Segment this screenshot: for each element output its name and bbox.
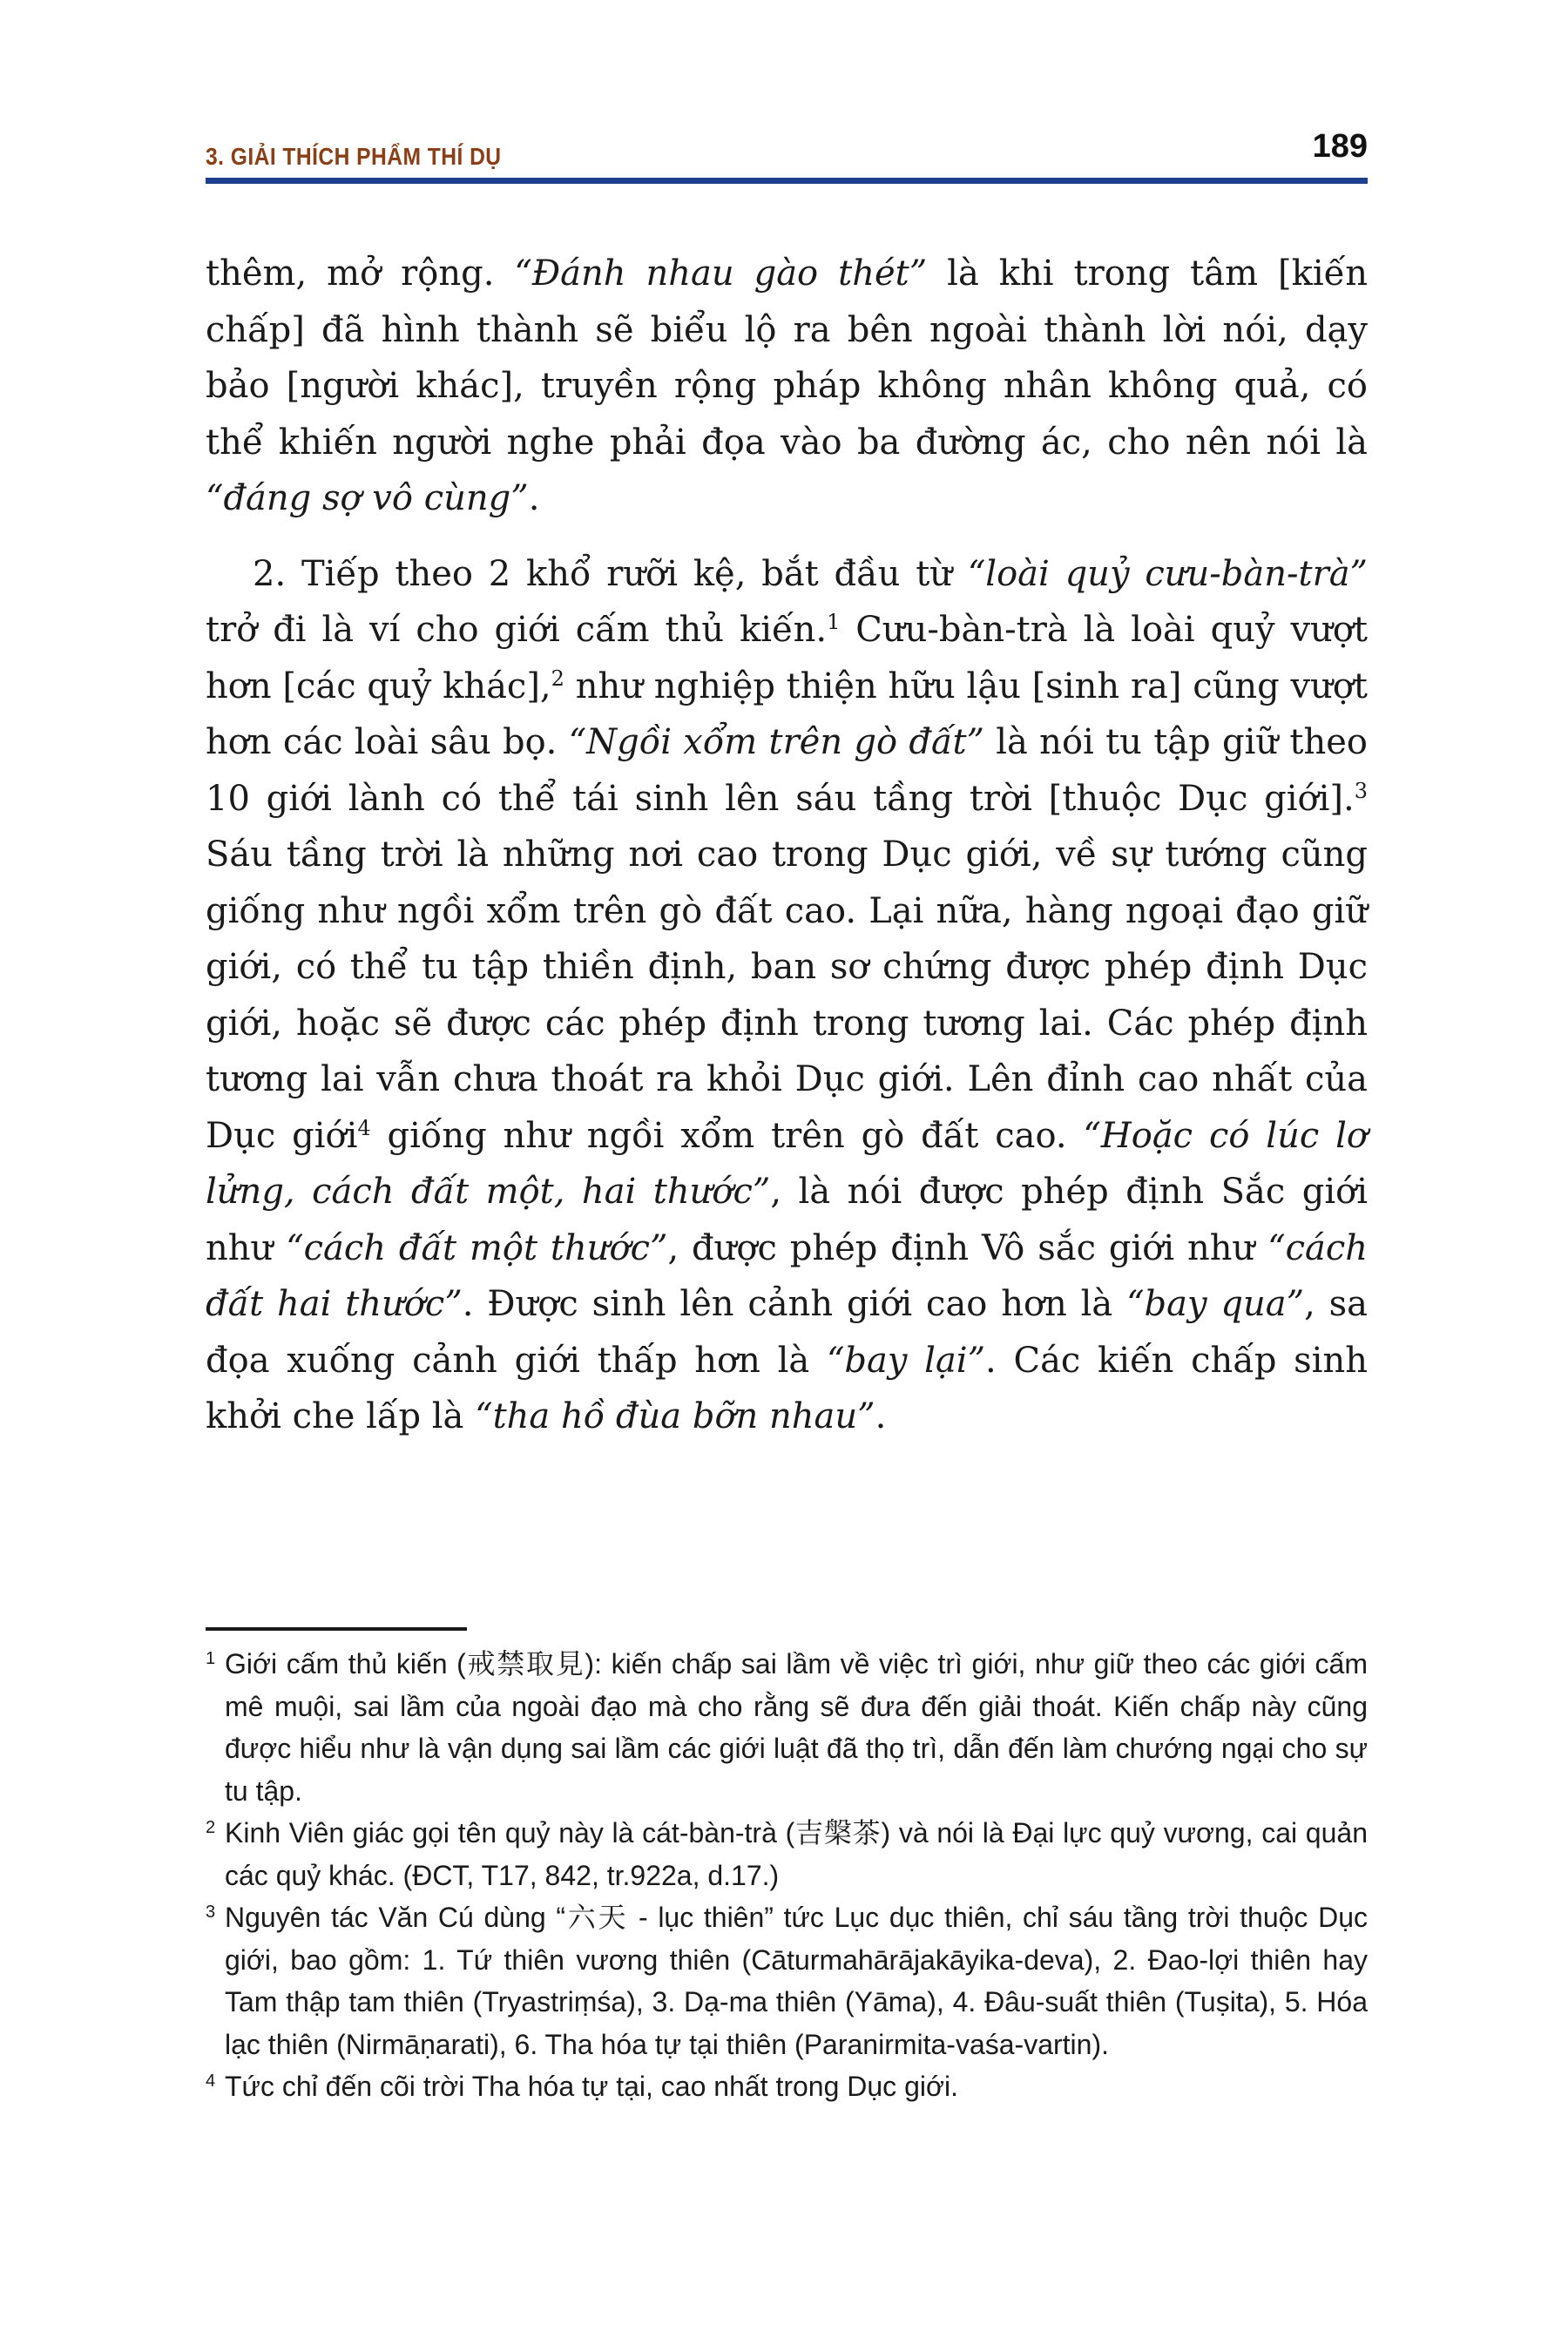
running-title: 3. GIẢI THÍCH PHẨM THÍ DỤ <box>206 143 502 170</box>
paragraph-1 <box>206 246 1368 527</box>
footnote-1 <box>206 1643 1368 1812</box>
paragraph-2 <box>206 546 1368 1445</box>
text-run: như nghiệp thiện hữu lậu [sinh ra] cũng vượt hơn các loài sâu bọ. <box>206 666 1368 762</box>
text-run: Sáu tầng trời là những nơi cao trong Dục giới, về sự tướng cũng giống như ngồi xổm trên gò đất cao. Lại nữa, hàng ngoại đạo giữ giới, có thể tu tập thiền định, ban sơ chứng được phép định Dục giới, hoặc sẽ được các phép định trong tương lai. Các phép định tương lai vẫn chưa thoát ra khỏi Dục giới. Lên đỉnh cao nhất của Dục giới <box>206 835 1368 1156</box>
footnote-reference[interactable]: 4 <box>357 1115 371 1140</box>
text-run: , là nói được phép định Sắc giới như <box>206 1172 1368 1268</box>
footnote-text: Nguyên tác Văn Cú dùng “六天 - lục thiên” tức Lục dục thiên, chỉ sáu tầng trời thuộc Dục giới, bao gồm: 1. Tứ thiên vương thiên (Cāturmahārājakāyika-deva), 2. Đao-lợi thiên hay Tam thập tam thiên (Tryastriṃśa), 3. Dạ-ma thiên (Yāma), 4. Đâu-suất thiên (Tuṣita), 5. Hóa lạc thiên (Nirmāṇarati), 6. Tha hóa tự tại thiên (Paranirmita-vaśa-vartin). <box>225 1902 1368 2060</box>
text-run: . <box>875 1396 887 1436</box>
text-run: . <box>528 478 540 518</box>
footnote-number: 1 <box>206 1649 216 1668</box>
text-run: là nói tu tập giữ theo 10 giới lành có thể tái sinh lên sáu tầng trời [thuộc Dục giới]. <box>206 722 1369 819</box>
footnote-text: Tức chỉ đến cõi trời Tha hóa tự tại, cao nhất trong Dục giới. <box>225 2071 958 2102</box>
quoted-verse: “cách đất hai thước” <box>206 1227 1369 1324</box>
text-run: thêm, mở rộng. <box>206 253 515 294</box>
footnote-separator <box>206 1627 467 1631</box>
page-number: 189 <box>1312 128 1368 165</box>
footnote-reference[interactable]: 2 <box>551 666 564 691</box>
quoted-verse: “cách đất một thước” <box>286 1227 668 1268</box>
text-run: giống như ngồi xổm trên gò đất cao. <box>370 1115 1084 1156</box>
quoted-verse: “đáng sợ vô cùng” <box>206 478 529 518</box>
quoted-verse: “Ngồi xổm trên gò đất” <box>568 722 984 762</box>
footnote-number: 4 <box>206 2072 216 2091</box>
footnote-text: Kinh Viên giác gọi tên quỷ này là cát-bàn-trà (吉槃茶) và nói là Đại lực quỷ vương, cai quản các quỷ khác. (ĐCT, T17, 842, tr.922a, d.17.) <box>225 1817 1368 1891</box>
page-header <box>206 122 1368 184</box>
footnote-reference[interactable]: 3 <box>1354 778 1368 803</box>
footnote-text: Giới cấm thủ kiến (戒禁取見): kiến chấp sai lầm về việc trì giới, như giữ theo các giới cấm mê muội, sai lầm của ngoài đạo mà cho rằng sẽ đưa đến giải thoát. Kiến chấp này cũng được hiểu như là vận dụng sai lầm các giới luật đã thọ trì, dẫn đến làm chướng ngại cho sự tu tập. <box>225 1648 1368 1807</box>
footnote-number: 2 <box>206 1818 216 1837</box>
footnote-2 <box>206 1812 1368 1896</box>
text-run: Cưu-bàn-trà là loài quỷ vượt hơn [các quỷ khác], <box>206 610 1368 706</box>
footnote-number: 3 <box>206 1903 216 1922</box>
footnotes <box>206 1643 1368 2108</box>
quoted-verse: “tha hồ đùa bỡn nhau” <box>475 1396 875 1436</box>
quoted-verse: “bay lại” <box>826 1340 986 1381</box>
text-run: , sa đọa xuống cảnh giới thấp hơn là <box>206 1284 1368 1381</box>
text-run: , được phép định Vô sắc giới như <box>667 1227 1268 1268</box>
body-text <box>206 246 1368 1445</box>
text-run: là khi trong tâm [kiến chấp] đã hình thành sẽ biểu lộ ra bên ngoài thành lời nói, dạy bảo [người khác], truyền rộng pháp không nhân không quả, có thể khiến người nghe phải đọa vào ba đường ác, cho nên nói là <box>206 253 1369 463</box>
text-run: . Các kiến chấp sinh khởi che lấp là <box>206 1340 1368 1436</box>
footnote-4 <box>206 2065 1368 2108</box>
text-run: . Được sinh lên cảnh giới cao hơn là <box>462 1284 1127 1324</box>
text-run: trở đi là ví cho giới cấm thủ kiến. <box>206 610 828 650</box>
quoted-verse: “bay qua” <box>1126 1284 1305 1324</box>
footnote-3 <box>206 1896 1368 2065</box>
quoted-verse: “Hoặc có lúc lơ lửng, cách đất một, hai thước” <box>206 1115 1368 1212</box>
footnote-reference[interactable]: 1 <box>827 610 841 634</box>
quoted-verse: “loài quỷ cưu-bàn-trà” <box>967 553 1368 594</box>
quoted-verse: “Đánh nhau gào thét” <box>514 253 928 294</box>
text-run: 2. Tiếp theo 2 khổ rưỡi kệ, bắt đầu từ <box>253 553 968 594</box>
